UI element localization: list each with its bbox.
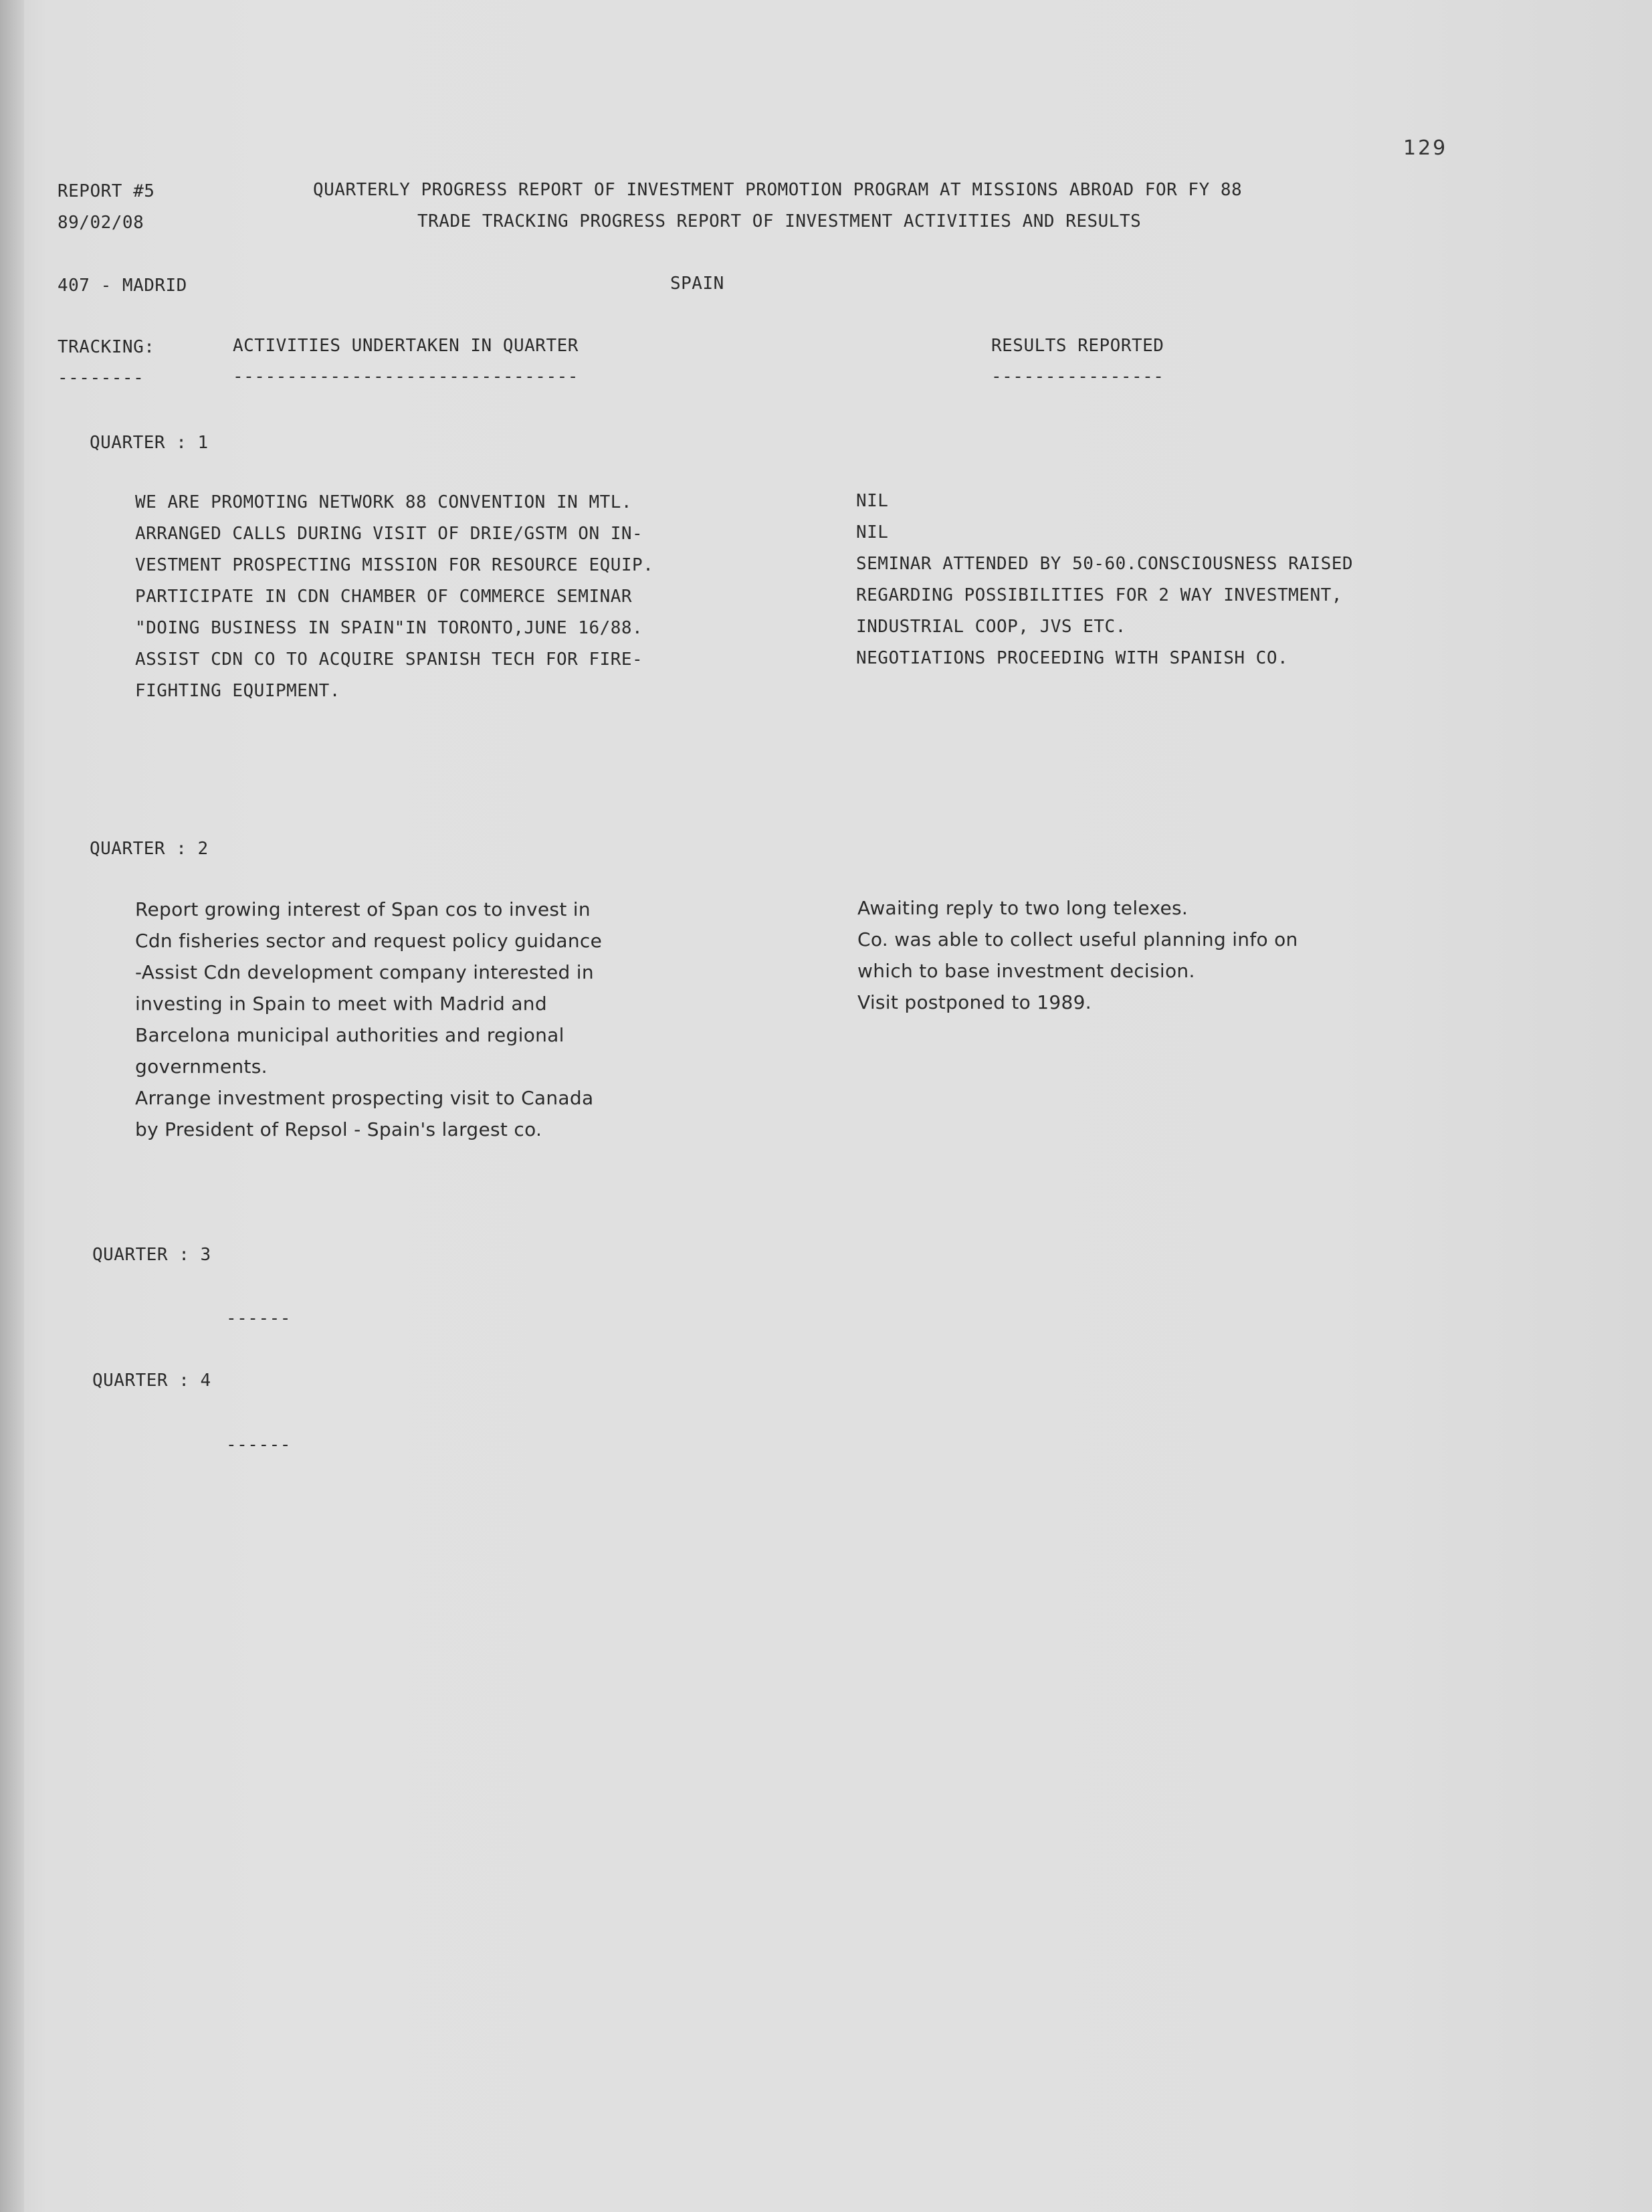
results-rule: ---------------- [991, 367, 1164, 387]
activity-line: Report growing interest of Span cos to invest in [135, 898, 591, 920]
activity-line: -Assist Cdn development company interested in [135, 961, 594, 983]
activity-line: VESTMENT PROSPECTING MISSION FOR RESOURCE EQUIP. [135, 555, 654, 575]
result-line: NEGOTIATIONS PROCEEDING WITH SPANISH CO. [856, 648, 1289, 668]
quarter-2-label: QUARTER : 2 [90, 839, 209, 859]
report-number: REPORT #5 [58, 181, 155, 201]
result-line: Awaiting reply to two long telexes. [857, 897, 1189, 919]
tracking-header: TRACKING: [58, 337, 155, 357]
activity-line: ARRANGED CALLS DURING VISIT OF DRIE/GSTM ON IN- [135, 524, 643, 544]
quarter-4-placeholder: ------ [226, 1435, 291, 1455]
activities-rule: -------------------------------- [233, 367, 579, 387]
result-line: Co. was able to collect useful planning info on [857, 928, 1298, 950]
country-name: SPAIN [670, 274, 724, 294]
result-line: NIL [856, 522, 889, 542]
report-subtitle: TRADE TRACKING PROGRESS REPORT OF INVESTMENT ACTIVITIES AND RESULTS [417, 211, 1142, 231]
quarter-3-placeholder: ------ [226, 1308, 291, 1328]
activity-line: investing in Spain to meet with Madrid and [135, 993, 547, 1015]
page-number: 129 [1403, 136, 1448, 160]
activity-line: by President of Repsol - Spain's largest co. [135, 1118, 542, 1140]
report-title: QUARTERLY PROGRESS REPORT OF INVESTMENT PROMOTION PROGRAM AT MISSIONS ABROAD FOR FY 88 [313, 180, 1243, 200]
results-header: RESULTS REPORTED [991, 336, 1164, 356]
activities-header: ACTIVITIES UNDERTAKEN IN QUARTER [233, 336, 579, 356]
activity-line: Arrange investment prospecting visit to Canada [135, 1087, 594, 1109]
quarter-1-label: QUARTER : 1 [90, 433, 209, 453]
result-line: REGARDING POSSIBILITIES FOR 2 WAY INVESTMENT, [856, 585, 1342, 605]
quarter-4-label: QUARTER : 4 [92, 1371, 211, 1391]
report-date: 89/02/08 [58, 213, 144, 233]
quarter-2-results [857, 892, 1298, 1018]
result-line: NIL [856, 491, 889, 511]
result-line: Visit postponed to 1989. [857, 991, 1092, 1013]
result-line: which to base investment decision. [857, 960, 1195, 982]
quarter-2-activities [135, 894, 602, 1145]
quarter-3-label: QUARTER : 3 [92, 1245, 211, 1265]
activity-line: Cdn fisheries sector and request policy guidance [135, 930, 603, 952]
activity-line: ASSIST CDN CO TO ACQUIRE SPANISH TECH FOR FIRE- [135, 649, 643, 670]
mission-code: 407 - MADRID [58, 276, 187, 296]
result-line: INDUSTRIAL COOP, JVS ETC. [856, 617, 1126, 637]
activity-line: WE ARE PROMOTING NETWORK 88 CONVENTION IN MTL. [135, 492, 633, 512]
result-line: SEMINAR ATTENDED BY 50-60.CONSCIOUSNESS RAISED [856, 554, 1354, 574]
activity-line: FIGHTING EQUIPMENT. [135, 681, 340, 701]
binding-edge [0, 0, 24, 2212]
activity-line: PARTICIPATE IN CDN CHAMBER OF COMMERCE SEMINAR [135, 587, 633, 607]
activity-line: Barcelona municipal authorities and regional [135, 1024, 564, 1046]
activity-line: governments. [135, 1055, 268, 1078]
activity-line: "DOING BUSINESS IN SPAIN"IN TORONTO,JUNE 16/88. [135, 618, 643, 638]
quarter-1-results [856, 486, 1353, 674]
tracking-rule: -------- [58, 368, 144, 388]
quarter-1-activities [135, 487, 653, 707]
